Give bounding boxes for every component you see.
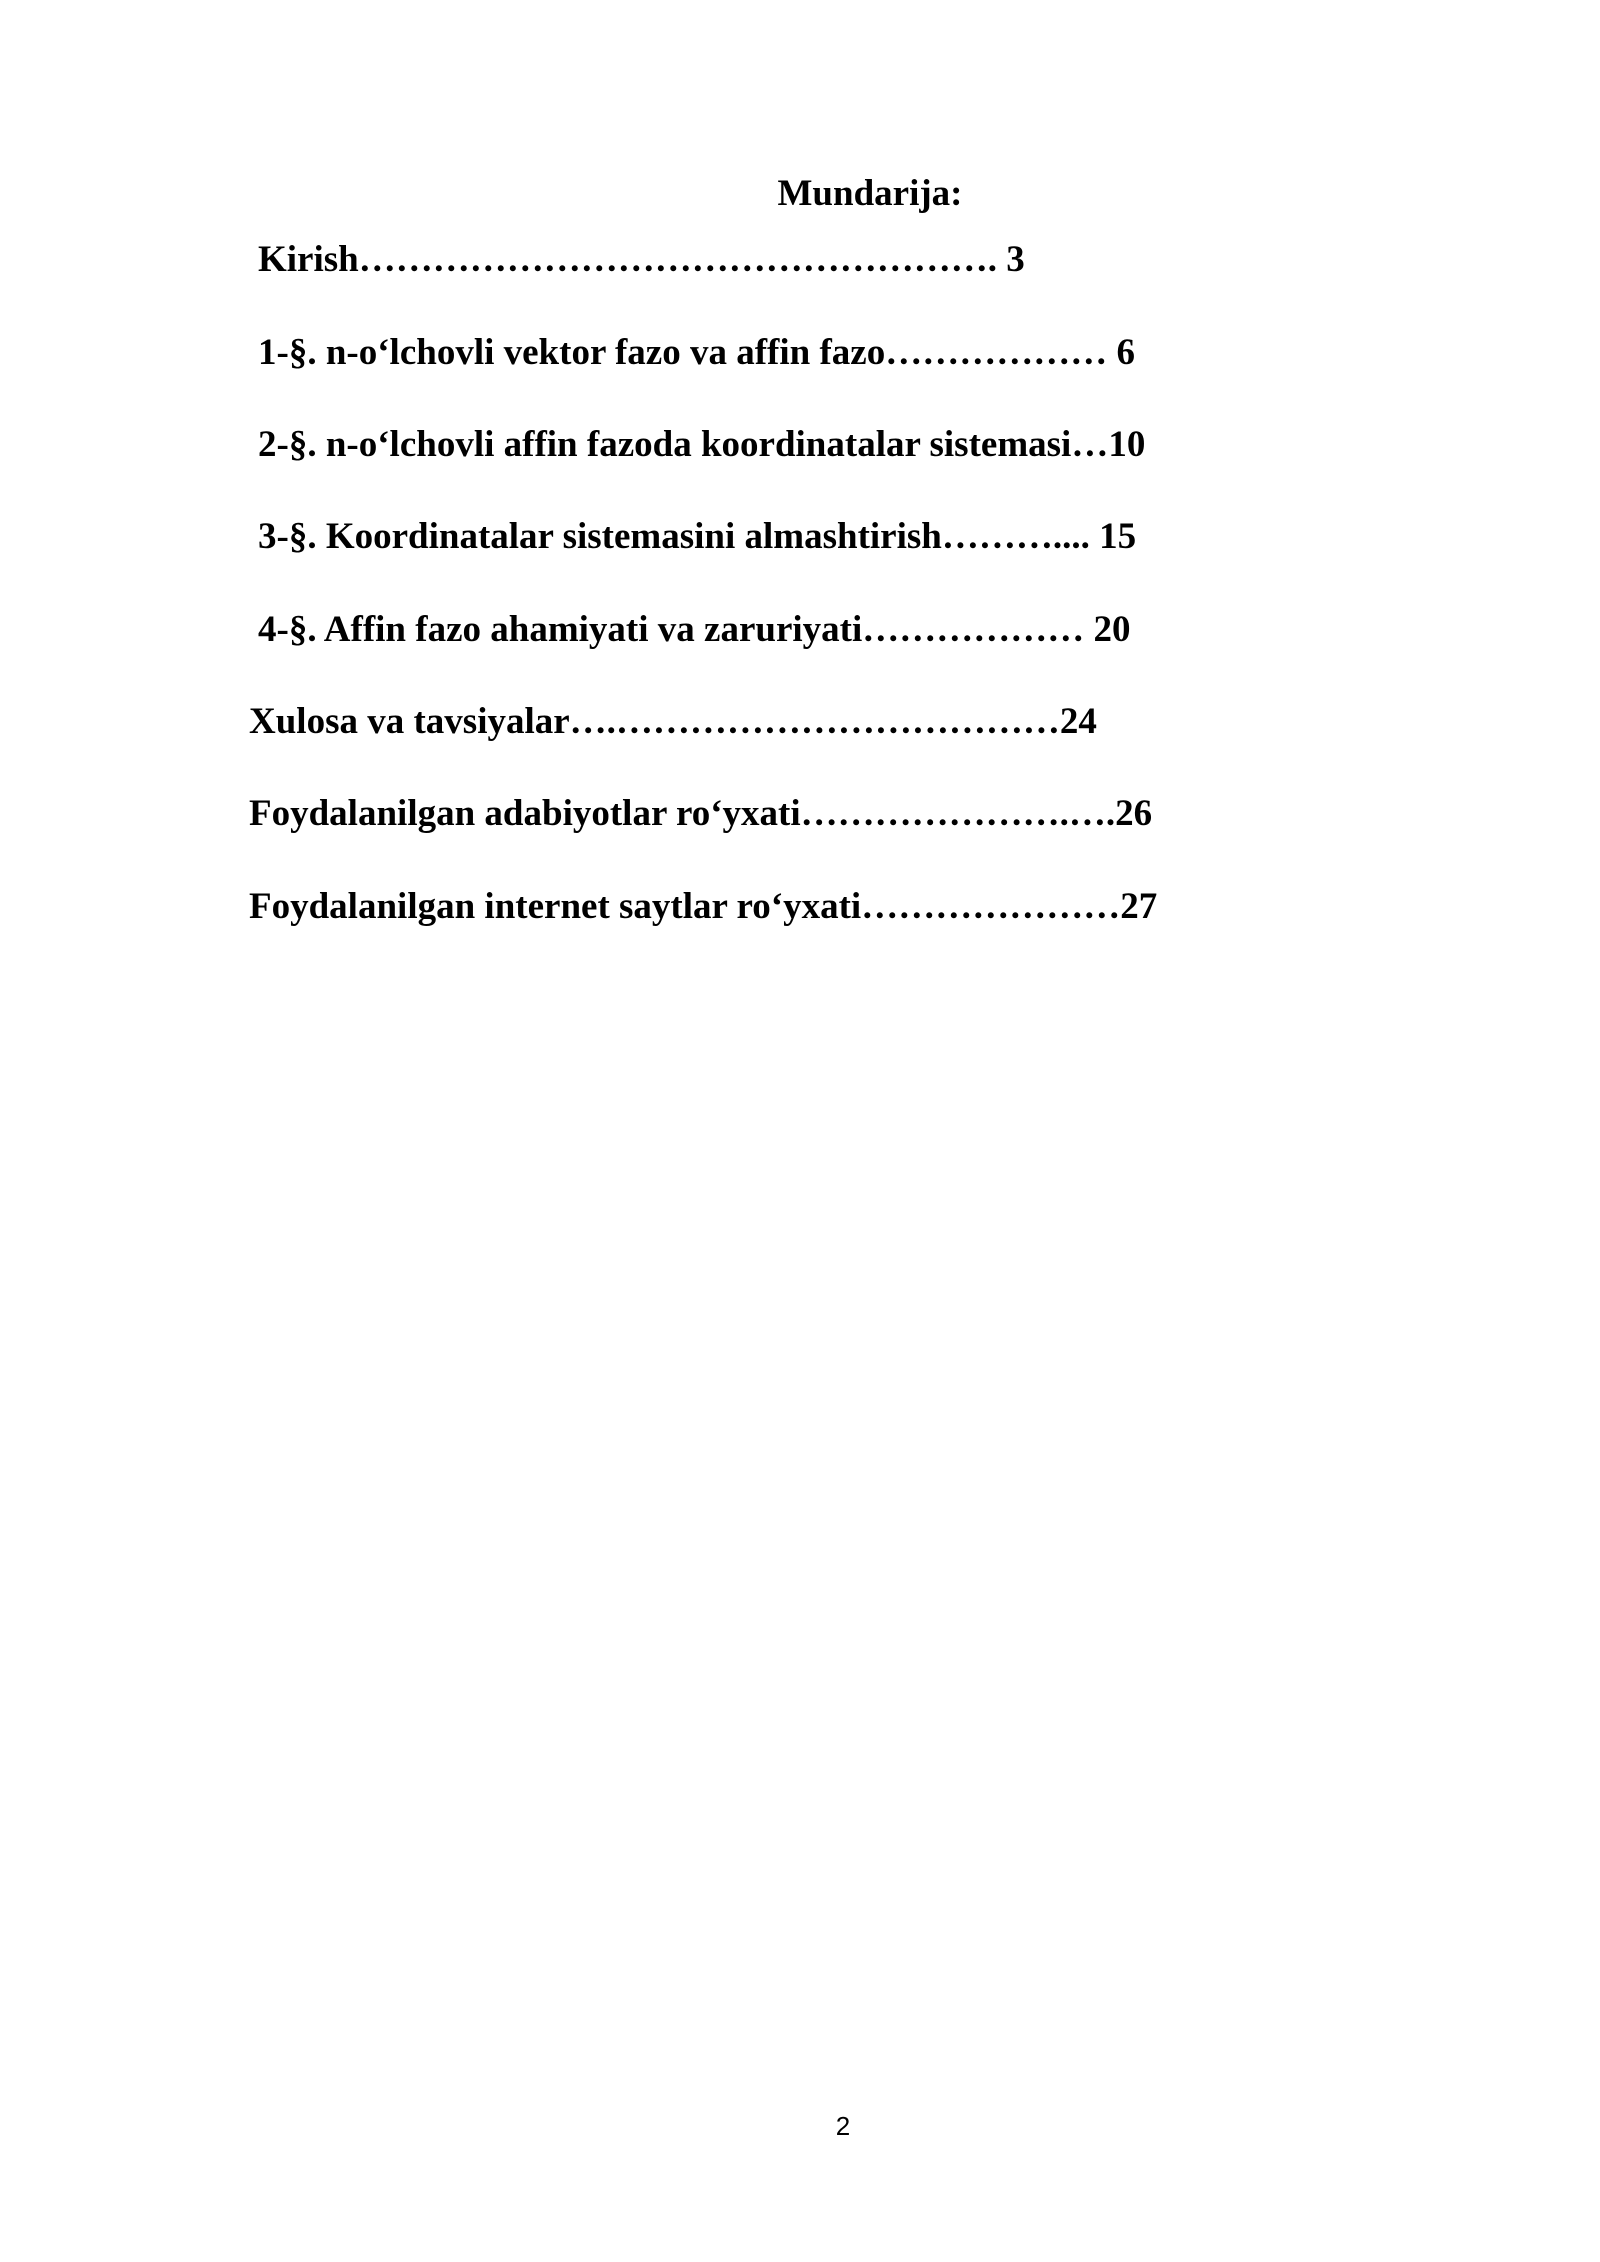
toc-entry-conclusion: Xulosa va tavsiyalar….………………………………24	[249, 701, 1097, 742]
toc-entry-section-3: 3-§. Koordinatalar sistemasini almashtirish……….... 15	[258, 516, 1137, 557]
toc-entry-bibliography: Foydalanilgan adabiyotlar ro‘yxati………………….….26	[249, 793, 1153, 834]
toc-title: Mundarija:	[777, 173, 963, 214]
toc-entry-section-1: 1-§. n-o‘lchovli vektor fazo va affin fazo……………… 6	[258, 332, 1135, 373]
toc-entry-section-4: 4-§. Affin fazo ahamiyati va zaruriyati……………… 20	[258, 609, 1131, 650]
page-number: 2	[835, 2111, 851, 2141]
toc-entry-kirish: Kirish……………………………………………. 3	[258, 239, 1025, 280]
toc-entry-internet-sources: Foydalanilgan internet saytlar ro‘yxati…………………27	[249, 886, 1158, 927]
toc-entry-section-2: 2-§. n-o‘lchovli affin fazoda koordinatalar sistemasi…10	[258, 424, 1146, 465]
